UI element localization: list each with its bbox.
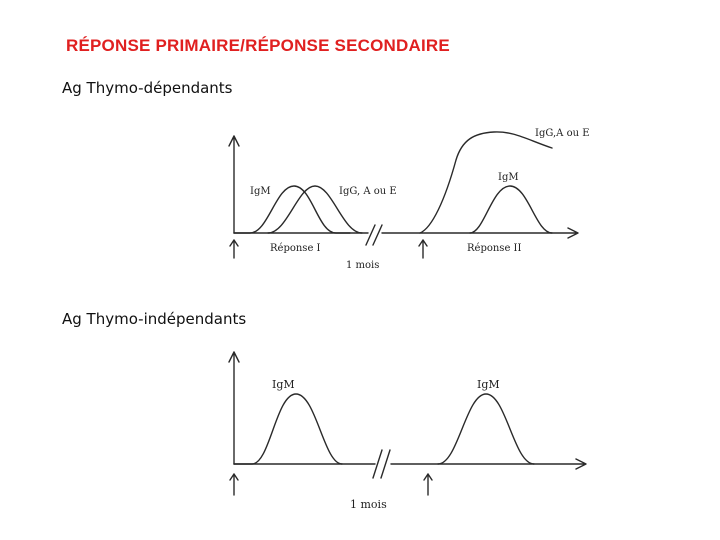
label-igm-primary: IgM xyxy=(272,378,295,391)
label-interval: 1 mois xyxy=(346,260,380,271)
injection-arrow-secondary xyxy=(419,240,427,258)
section-heading-thymo-independent: Ag Thymo-indépendants xyxy=(62,310,247,328)
y-axis xyxy=(229,136,239,233)
igm-secondary-curve xyxy=(438,394,534,464)
label-igg-primary: IgG, A ou E xyxy=(339,186,397,197)
injection-arrow-primary xyxy=(230,240,238,258)
y-axis xyxy=(229,352,239,464)
igm-primary-curve xyxy=(234,394,342,464)
igg-secondary-curve xyxy=(420,132,552,233)
dependent-diagram xyxy=(229,132,578,258)
x-axis xyxy=(234,228,578,238)
injection-arrow-primary xyxy=(230,474,238,495)
label-igm-primary: IgM xyxy=(250,186,271,197)
section-heading-thymo-dependent: Ag Thymo-dépendants xyxy=(62,79,233,97)
label-interval: 1 mois xyxy=(350,498,387,511)
igm-secondary-curve xyxy=(470,186,552,233)
label-igm-secondary: IgM xyxy=(477,378,500,391)
label-response-2: Réponse II xyxy=(467,243,522,254)
label-response-1: Réponse I xyxy=(270,243,321,254)
injection-arrow-secondary xyxy=(424,474,432,495)
axis-break-mark xyxy=(366,225,382,245)
independent-diagram xyxy=(229,352,586,495)
label-igm-secondary: IgM xyxy=(498,172,519,183)
page-title: RÉPONSE PRIMAIRE/RÉPONSE SECONDAIRE xyxy=(66,36,450,55)
label-igg-secondary: IgG,A ou E xyxy=(535,128,590,139)
